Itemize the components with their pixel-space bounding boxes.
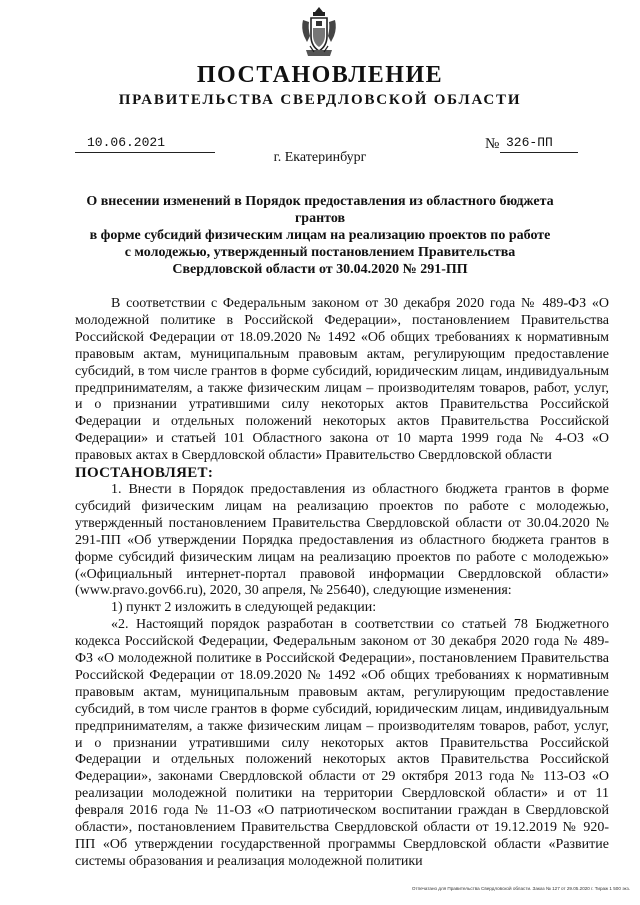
document-title: ПОСТАНОВЛЕНИЕ: [196, 62, 444, 88]
document-issuer: ПРАВИТЕЛЬСТВА СВЕРДЛОВСКОЙ ОБЛАСТИ: [118, 92, 522, 108]
quoted-paragraph: «2. Настоящий порядок разработан в соответствии со статьей 78 Бюджетного кодекса Российской Федерации, Федеральным законом от 30 декабря 2020 года № 489-ФЗ «О молодежной политике в Российской Федерации», постановлением Правительства Российской Федерации от 18.09.2020 № 1492 «Об общих требованиях к нормативным правовым актам, муниципальным правовым актам, регулирующим предоставление субсидий, в том числе грантов в форме субсидий, юридическим лицам, индивидуальным предпринимателям, а также физическим лицам – производителям товаров, работ, услуг, и о признании утратившими силу некоторых актов Правительства Российской Федерации и отдельных положений некоторых актов Правительства Российской Федерации», законами Свердловской области от 29 октября 2013 года № 113-ОЗ «О реализации молодежной политики на территории Свердловской области» и от 11 февраля 2016 года № 11-ОЗ «О патриотическом воспитании граждан в Свердловской области», постановлением Правительства Свердловской области от 19.12.2019 № 920-ПП «Об утверждении государственной программы Свердловской области «Развитие системы образования и реализация молодежной политики: [75, 617, 609, 869]
item-1-paragraph: 1. Внести в Порядок предоставления из областного бюджета грантов в форме субсидий физическим лицам на реализацию проектов по работе с молодежью, утвержденный постановлением Правительства Свердловской области от 30.04.2020 № 291-ПП «Об утверждении Порядка предоставления из областного бюджета грантов в форме субсидий физическим лицам на реализацию проектов по работе с молодежью» («Официальный интернет-портал правовой информации Свердловской области» (www.pravo.gov66.ru), 2020, 30 апреля, № 25640), следующие изменения:: [75, 481, 609, 599]
document-date: 10.06.2021: [87, 135, 166, 150]
document-body: [75, 296, 609, 871]
document-heading: [70, 193, 570, 278]
number-sign: №: [485, 136, 500, 152]
heading-line: О внесении изменений в Порядок предоставления из областного бюджета грантов: [86, 194, 554, 226]
preamble-paragraph: В соответствии с Федеральным законом от 30 декабря 2020 года № 489-ФЗ «О молодежной политике в Российской Федерации», постановлением Правительства Российской Федерации от 18.09.2020 № 1492 «Об общих требованиях к нормативным правовым актам, муниципальным правовым актам, регулирующим предоставление субсидий, в том числе грантов в форме субсидий, юридическим лицам, индивидуальным предпринимателям, а также физическим лицам – производителям товаров, работ, услуг, и о признании утратившими силу некоторых актов Правительства Российской Федерации и отдельных положений некоторых актов Правительства Российской Федерации» и статьей 101 Областного закона от 10 марта 1999 года № 4-ОЗ «О правовых актах в Свердловской области» Правительство Свердловской области: [75, 296, 609, 464]
item-1-subitem: 1) пункт 2 изложить в следующей редакции:: [111, 600, 377, 616]
heading-line: в форме субсидий физическим лицам на реализацию проектов по работе: [89, 228, 551, 243]
heading-line: с молодежью, утвержденный постановлением Правительства: [124, 245, 516, 260]
document-number: 326-ПП: [506, 135, 553, 150]
heading-line: Свердловской области от 30.04.2020 № 291-ПП: [172, 262, 468, 277]
document-city: г. Екатеринбург: [273, 150, 367, 165]
coat-of-arms-icon: [300, 6, 338, 58]
print-imprint: Отпечатано для Правительства Свердловской области. Заказ № 127 от 29.05.2020 г. Тираж 1 500 экз.: [411, 886, 630, 891]
resolves-label: ПОСТАНОВЛЯЕТ:: [75, 465, 214, 482]
